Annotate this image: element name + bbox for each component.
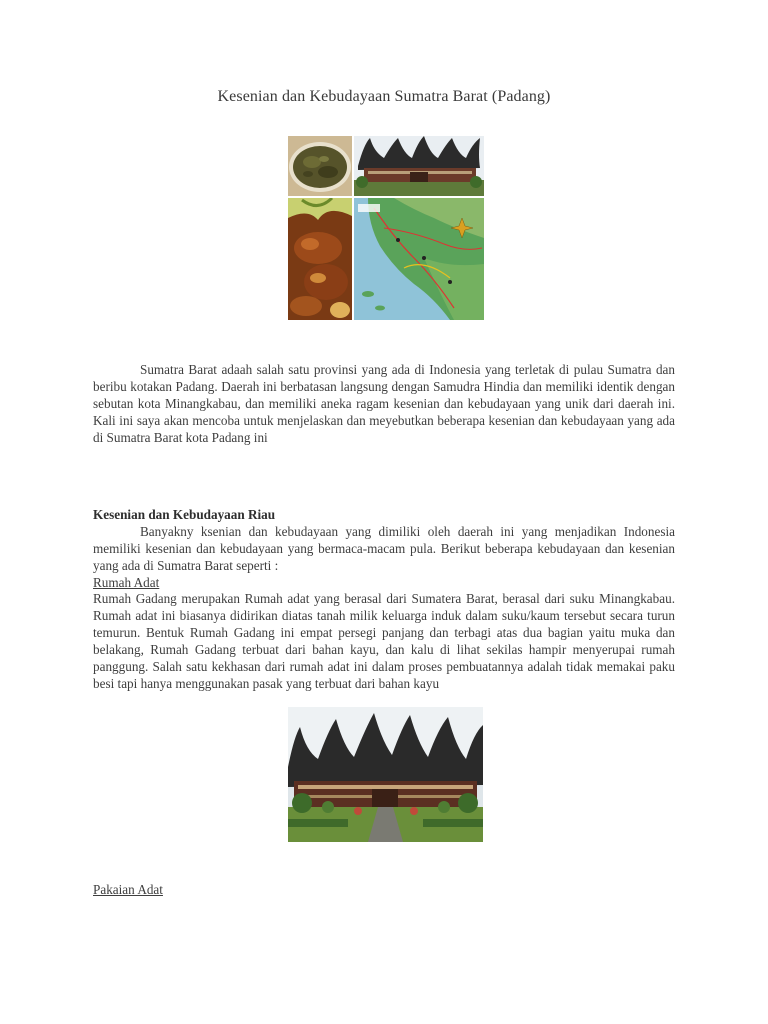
document-title: Kesenian dan Kebudayaan Sumatra Barat (Padang)	[217, 88, 551, 105]
section-paragraph: Banyakny ksenian dan kebudayaan yang dimiliki oleh daerah ini yang menjadikan Indonesia memiliki kesenian dan kebudayaan yang bermaca-macam pula. Berikut beberapa kebudayaan dan kesenian yang ada di Sumatra Barat seperti :	[93, 524, 675, 573]
rumah-adat-heading[interactable]: Rumah Adat	[93, 575, 160, 590]
image-collage	[288, 136, 484, 320]
rendang-dish-image	[288, 198, 352, 320]
rumah-adat-paragraph: Rumah Gadang merupakan Rumah adat yang berasal dari Sumatera Barat, berasal dari suku Minangkabau. Rumah adat ini biasanya didirikan diatas tanah milik keluarga induk dalam suku/kaum tersebut secara turun temurun. Bentuk Rumah Gadang ini empat persegi panjang dan terbagi atas dua bagian yaitu muka dan belakang, Rumah Gadang terbuat dari bahan kayu, dan kalu di lihat sekilas hampir menyerupai rumah panggung. Salah satu kekhasan dari rumah adat ini dalam proses pembuatannya adalah tidak memakai paku besi tapi hanya menggunakan pasak yang terbuat dari bahan kayu	[93, 591, 675, 691]
intro-paragraph: Sumatra Barat adaah salah satu provinsi yang ada di Indonesia yang terletak di pulau Sumatra dan beribu kotakan Padang. Daerah ini berbatasan langsung dengan Samudra Hindia dan memiliki identik dengan sebutan kota Minangkabau, dan memiliki aneka ragam kesenian dan kebudayaan yang unik dari daerah ini. Kali ini saya akan mencoba untuk menjelaskan dan meyebutkan beberapa kesenian dan kebudayaan yang ada di Sumatra Barat kota Padang ini	[93, 362, 675, 445]
rumah-gadang-photo	[288, 707, 483, 842]
section-heading: Kesenian dan Kebudayaan Riau	[93, 507, 276, 522]
pakaian-adat-heading[interactable]: Pakaian Adat	[93, 882, 163, 897]
food-dish-image	[288, 136, 352, 196]
sumatra-barat-map	[354, 198, 484, 320]
rumah-gadang-thumbnail	[354, 136, 484, 196]
